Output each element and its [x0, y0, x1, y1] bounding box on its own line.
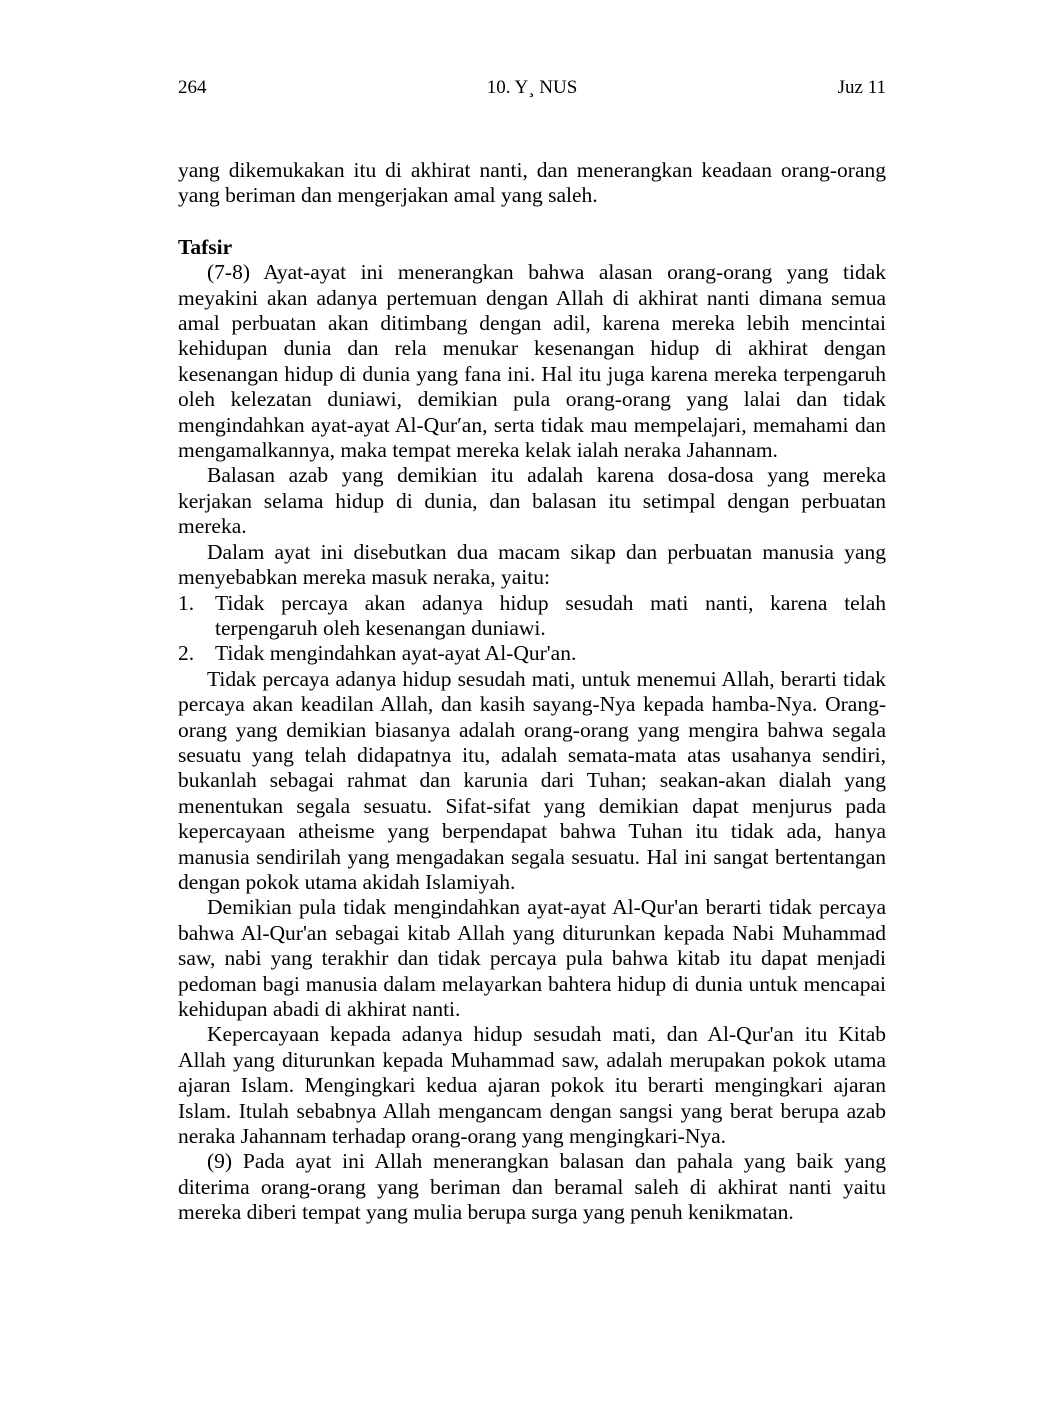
paragraph-9: (9) Pada ayat ini Allah menerangkan balasan dan pahala yang baik yang diterima orang-orang yang beriman dan beramal saleh di akhirat nanti yaitu mereka diberi tempat yang mulia berupa surga yang penuh kenikmatan.	[178, 1149, 886, 1225]
running-header	[178, 76, 886, 102]
list-item	[178, 591, 886, 642]
paragraph-mengindahkan: Demikian pula tidak mengindahkan ayat-ayat Al-Qur'an berarti tidak percaya bahwa Al-Qur'an sebagai kitab Allah yang diturunkan kepada Nabi Muhammad saw, nabi yang terakhir dan tidak percaya pula bahwa kitab itu dapat menjadi pedoman bagi manusia dalam melayarkan bahtera hidup di dunia untuk mencapai kehidupan abadi di akhirat nanti.	[178, 895, 886, 1021]
list-item	[178, 641, 886, 666]
list-number: 1.	[178, 590, 195, 615]
paragraph-dua-sikap: Dalam ayat ini disebutkan dua macam sikap dan perbuatan manusia yang menyebabkan mereka masuk neraka, yaitu:	[178, 539, 886, 590]
list-number: 2.	[178, 641, 195, 666]
page-number: 264	[178, 77, 207, 98]
intro-paragraph: yang dikemukakan itu di akhirat nanti, dan menerangkan keadaan orang-orang yang beriman dan mengerjakan amal yang saleh.	[178, 158, 886, 208]
paragraph-balasan: Balasan azab yang demikian itu adalah karena dosa-dosa yang mereka kerjakan selama hidup di dunia, dan balasan itu setimpal dengan perbuatan mereka.	[178, 463, 886, 539]
chapter-title: 10. Y¸ NUS	[486, 77, 578, 98]
paragraph-tidak-percaya: Tidak percaya adanya hidup sesudah mati, untuk menemui Allah, berarti tidak percaya akan keadilan Allah, dan kasih sayang-Nya kepada hamba-Nya. Orang-orang yang demikian biasanya adalah orang-orang yang mengira bahwa segala sesuatu yang telah didapatnya itu, adalah semata-mata atas usahanya sendiri, bukanlah sebagai rahmat dan karunia dari Tuhan; seakan-akan dialah yang menentukan segala sesuatu. Sifat-sifat yang demikian dapat menjurus pada kepercayaan atheisme yang berpendapat bahwa Tuhan itu tidak ada, hanya manusia sendirilah yang mengadakan segala sesuatu. Hal ini sangat bertentangan dengan pokok utama akidah Islamiyah.	[178, 666, 886, 894]
paragraph-7-8: (7-8) Ayat-ayat ini menerangkan bahwa alasan orang-orang yang tidak meyakini akan adanya pertemuan dengan Allah di akhirat nanti dimana semua amal perbuatan akan ditimbang dengan adil, karena mereka lebih mencintai kehidupan dunia dan rela menukar kesenangan hidup di akhirat dengan kesenangan hidup di dunia yang fana ini. Hal itu juga karena mereka terpengaruh oleh kelezatan duniawi, demikian pula orang-orang yang lalai dan tidak mengindahkan ayat-ayat Al-Qur′an, serta tidak mau mempelajari, memahami dan mengamalkannya, maka tempat mereka kelak ialah neraka Jahannam.	[178, 260, 886, 463]
juz-label: Juz 11	[837, 77, 886, 98]
body-text	[178, 158, 886, 1226]
paragraph-kepercayaan: Kepercayaan kepada adanya hidup sesudah mati, dan Al-Qur'an itu Kitab Allah yang diturunkan kepada Muhammad saw, adalah merupakan pokok utama ajaran Islam. Mengingkari kedua ajaran pokok itu berarti mengingkari ajaran Islam. Itulah sebabnya Allah mengancam dengan sangsi yang berat berupa azab neraka Jahannam terhadap orang-orang yang mengingkari-Nya.	[178, 1022, 886, 1149]
section-heading: Tafsir	[178, 234, 233, 259]
list-text: Tidak mengindahkan ayat-ayat Al-Qur'an.	[215, 641, 577, 666]
list-text: Tidak percaya akan adanya hidup sesudah mati nanti, karena telah terpengaruh oleh kesenangan duniawi.	[215, 590, 886, 640]
